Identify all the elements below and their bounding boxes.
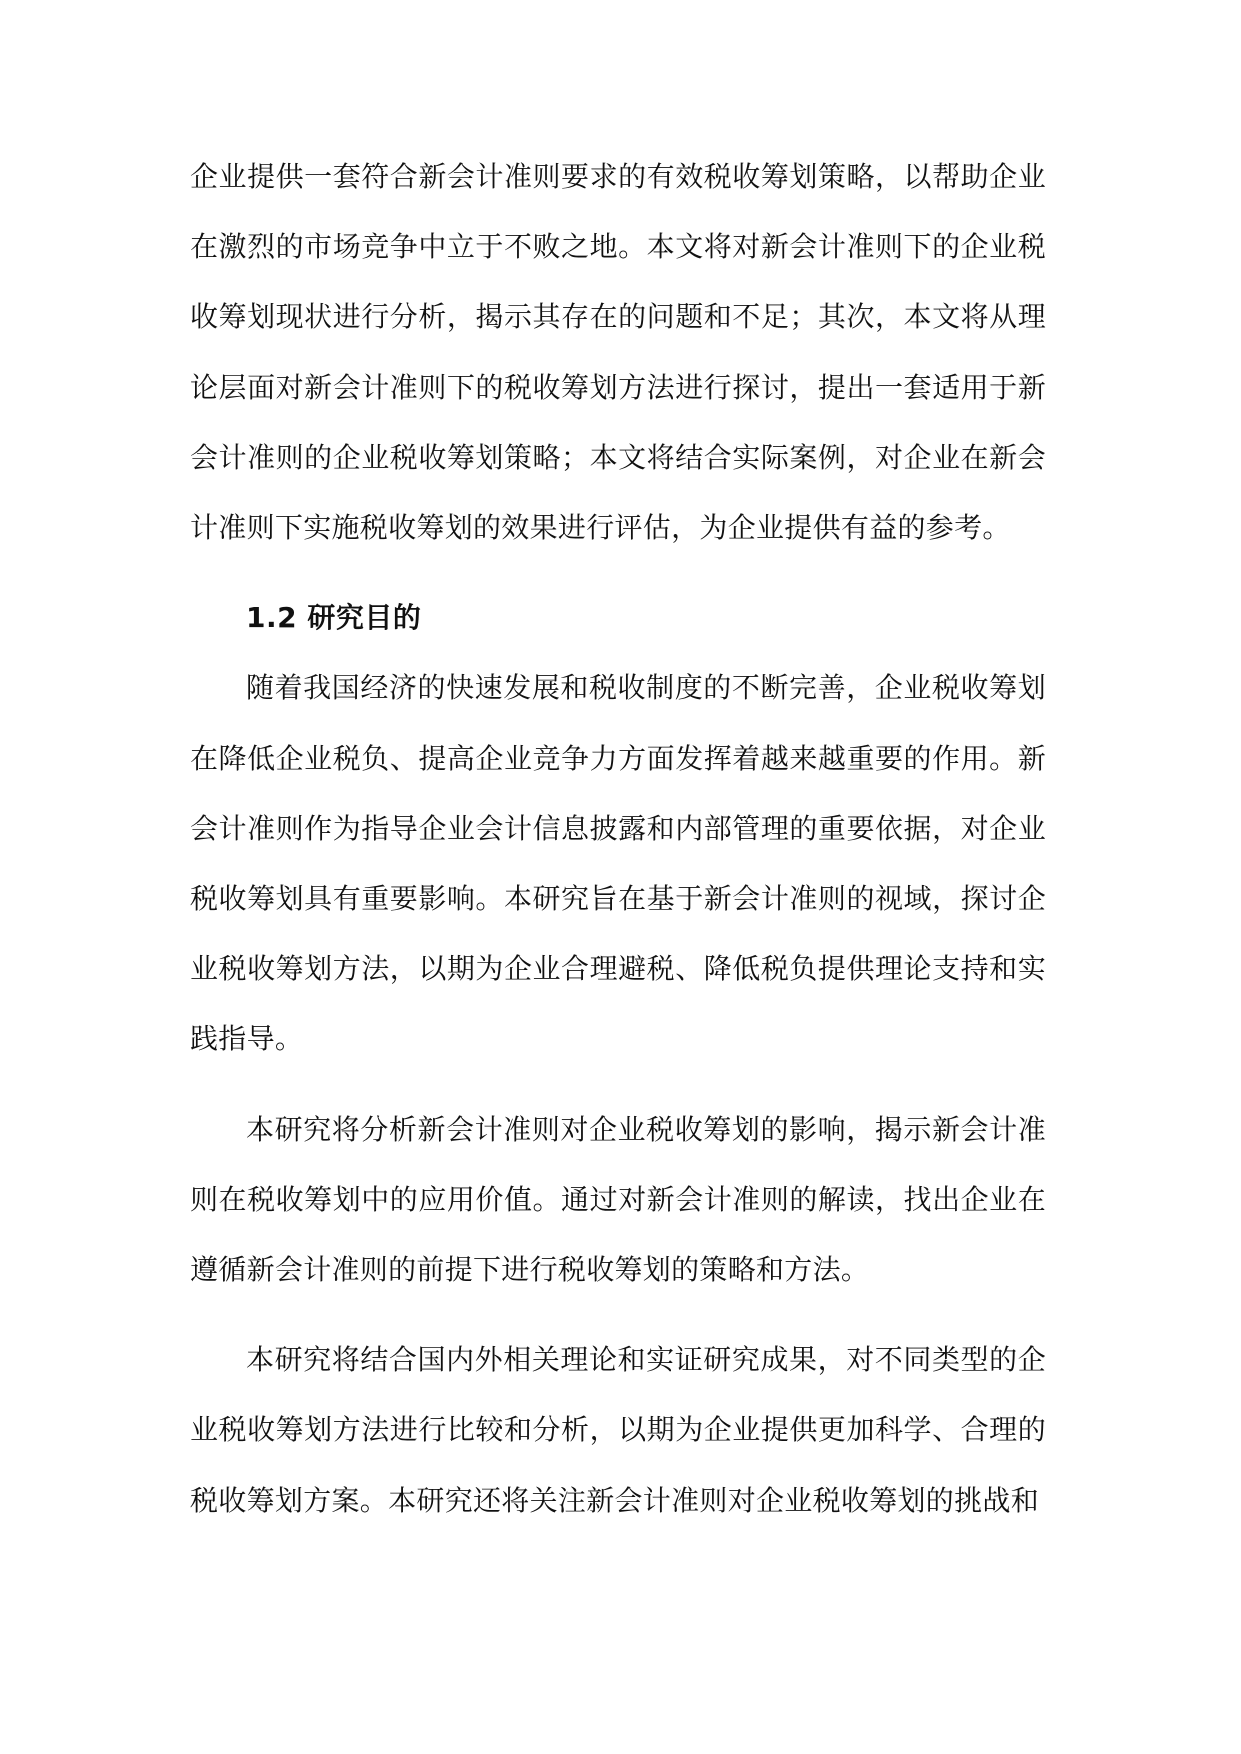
paragraph-purpose-analysis: 本研究将分析新会计准则对企业税收筹划的影响，揭示新会计准则在税收筹划中的应用价值。通过对新会计准则的解读，找出企业在遵循新会计准则的前提下进行税收筹划的策略和方法。 [190, 1112, 1046, 1287]
paragraph-purpose-comparison: 本研究将结合国内外相关理论和实证研究成果，对不同类型的企业税收筹划方法进行比较和分析，以期为企业提供更加科学、合理的税收筹划方案。本研究还将关注新会计准则对企业税收筹划的挑战和 [190, 1343, 1046, 1517]
document-body [190, 142, 1046, 1536]
continued-paragraph: 企业提供一套符合新会计准则要求的有效税收筹划策略，以帮助企业在激烈的市场竞争中立于不败之地。本文将对新会计准则下的企业税收筹划现状进行分析，揭示其存在的问题和不足；其次，本文将从理论层面对新会计准则下的税收筹划方法进行探讨，提出一套适用于新会计准则的企业税收筹划策略；本文将结合实际案例，对企业在新会计准则下实施税收筹划的效果进行评估，为企业提供有益的参考。 [190, 160, 1046, 545]
paragraph-purpose-intro: 随着我国经济的快速发展和税收制度的不断完善，企业税收筹划在降低企业税负、提高企业竞争力方面发挥着越来越重要的作用。新会计准则作为指导企业会计信息披露和内部管理的重要依据，对企业税收筹划具有重要影响。本研究旨在基于新会计准则的视域，探讨企业税收筹划方法，以期为企业合理避税、降低税负提供理论支持和实践指导。 [190, 671, 1046, 1056]
section-heading: 1.2 研究目的 [246, 601, 422, 635]
